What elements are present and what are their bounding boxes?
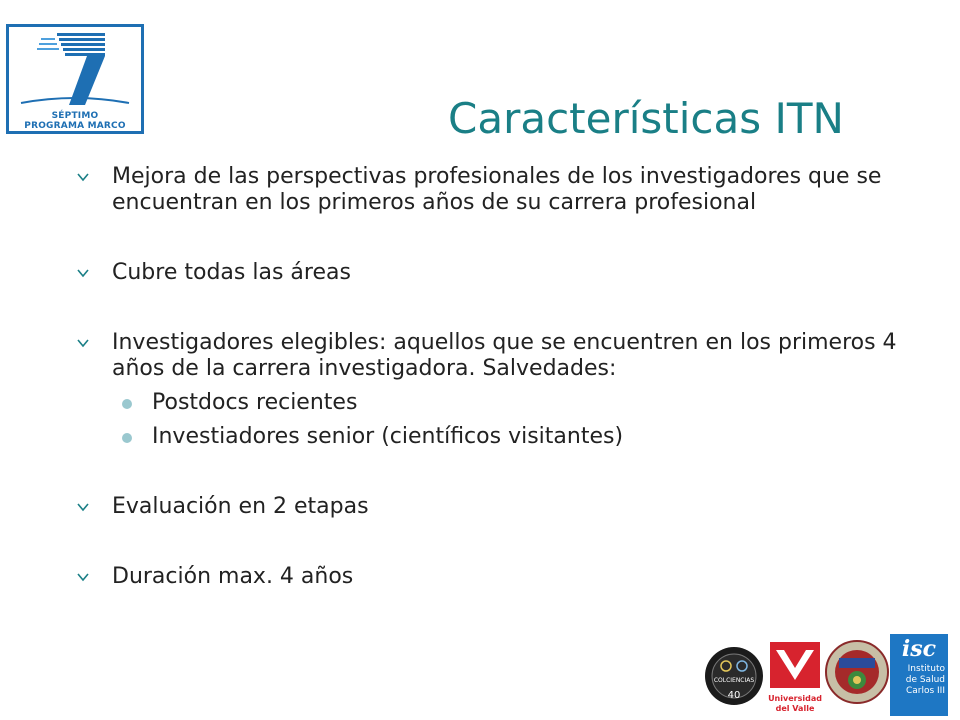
partner-logos [704, 634, 960, 720]
sub-bullet-item-2 [76, 424, 946, 450]
fp7-logo [6, 24, 144, 134]
bullet-item-2 [76, 260, 946, 286]
isciii-mark: isc [901, 636, 937, 662]
bullet-text: Duración max. 4 años [112, 564, 354, 589]
chevron-down-icon [76, 266, 90, 280]
colciencias-badge: 40 [727, 690, 741, 701]
chevron-down-icon [76, 336, 90, 350]
isciii-name-1: Instituto [907, 664, 945, 674]
bullet-item-3 [76, 330, 946, 382]
chevron-down-icon [76, 170, 90, 184]
chevron-down-icon [76, 500, 90, 514]
sub-bullet-dot [122, 433, 132, 443]
slide-title: Características ITN [448, 94, 844, 143]
colciencias-logo [704, 636, 764, 718]
bullet-item-4 [76, 494, 946, 520]
bullet-list [76, 164, 946, 590]
logo-line1: SÉPTIMO [51, 111, 99, 121]
colciencias-name: COLCIENCIAS [713, 677, 755, 684]
univalle-name-1: Universidad [768, 694, 822, 703]
isciii-logo [890, 634, 948, 716]
bullet-text: Investigadores elegibles: aquellos que se encuentren en los primeros 4 años de la carrera investigadora. Salvedades: [112, 330, 897, 381]
chevron-down-icon [76, 570, 90, 584]
sub-bullet-dot [122, 399, 132, 409]
bullet-text: Cubre todas las áreas [112, 260, 351, 285]
logo-line2: PROGRAMA MARCO [24, 121, 126, 131]
sub-bullet-item-1 [76, 390, 946, 416]
univalle-logo [768, 640, 822, 716]
university-crest-logo [824, 634, 890, 718]
bullet-item-1 [76, 164, 946, 216]
isciii-name-2: de Salud [905, 675, 945, 685]
isciii-name-3: Carlos III [905, 686, 945, 696]
sub-bullet-text: Postdocs recientes [152, 390, 358, 415]
univalle-name-2: del Valle [775, 704, 815, 713]
bullet-item-5 [76, 564, 946, 590]
bullet-text: Mejora de las perspectivas profesionales de los investigadores que se encuentran en los primeros años de su carrera profesional [112, 164, 882, 215]
bullet-text: Evaluación en 2 etapas [112, 494, 369, 519]
univalle-shield-icon [768, 640, 822, 690]
sub-bullet-text: Investiadores senior (científicos visitantes) [152, 424, 624, 449]
